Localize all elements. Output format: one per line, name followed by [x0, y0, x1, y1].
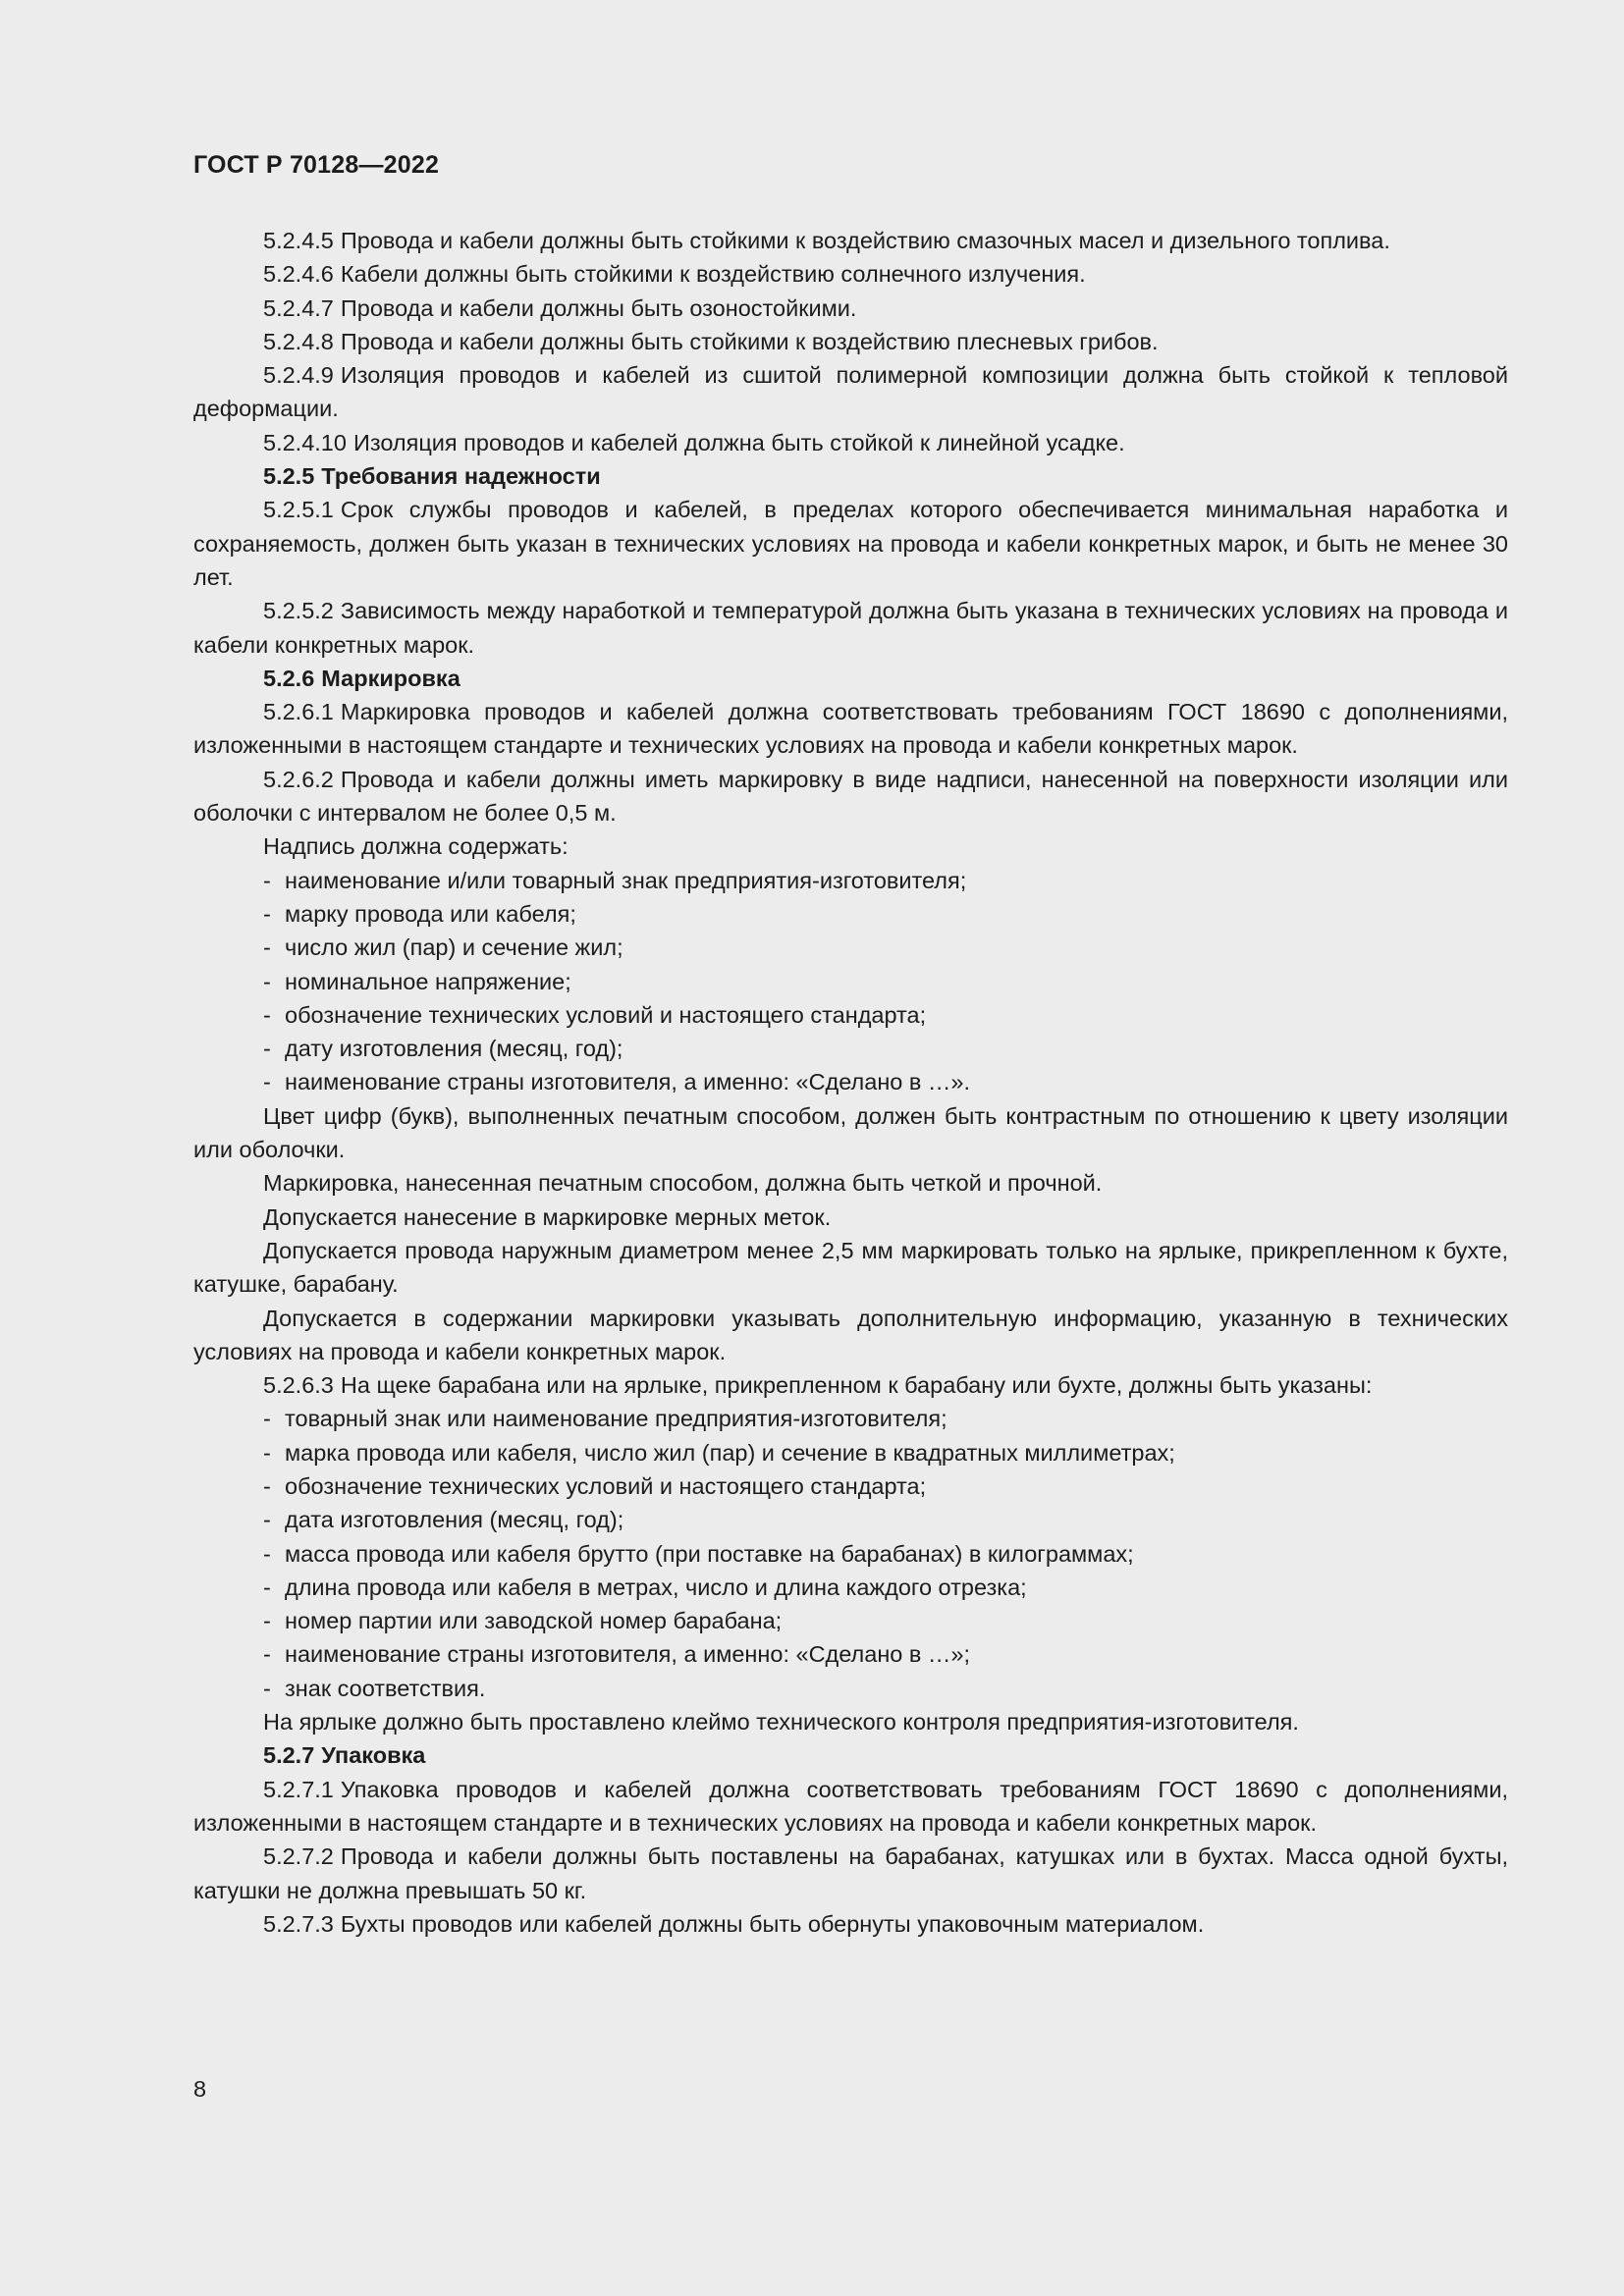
clause-5-2-6-2	[193, 763, 1508, 830]
clause-text: Изоляция проводов и кабелей из сшитой полимерной композиции должна быть стойкой к тепловой деформации.	[193, 362, 1508, 422]
clause-number: 5.2.4.9	[263, 362, 334, 389]
list-item-text: масса провода или кабеля брутто (при поставке на барабанах) в килограммах;	[285, 1540, 1134, 1567]
list-item	[193, 1469, 1508, 1503]
list-item	[193, 1604, 1508, 1637]
clause-5-2-7-1	[193, 1773, 1508, 1841]
list-item-text: номинальное напряжение;	[285, 968, 571, 994]
dash-bullet: -	[263, 1608, 271, 1634]
clause-5-2-5-1	[193, 493, 1508, 594]
clause-number: 5.2.7.3	[263, 1910, 334, 1937]
clause-5-2-4-8	[193, 325, 1508, 358]
dash-bullet: -	[263, 1406, 271, 1432]
list-item	[193, 1436, 1508, 1469]
section-number: 5.2.6	[263, 665, 315, 691]
document-body	[193, 224, 1508, 1941]
clause-text: Провода и кабели должны иметь маркировку в виде надписи, нанесенной на поверхности изоляции или оболочки с интервалом не более 0,5 м.	[193, 766, 1508, 827]
dash-bullet: -	[263, 1675, 271, 1701]
list-item	[193, 1637, 1508, 1671]
clause-number: 5.2.4.5	[263, 228, 334, 253]
list-item-text: длина провода или кабеля в метрах, число и длина каждого отрезка;	[285, 1574, 1027, 1600]
clause-number: 5.2.6.1	[263, 699, 334, 725]
list-item-text: товарный знак или наименование предприятия-изготовителя;	[285, 1406, 947, 1432]
document-header: ГОСТ Р 70128—2022	[193, 151, 440, 179]
section-title: Требования надежности	[321, 463, 601, 490]
section-title: Упаковка	[321, 1742, 426, 1769]
list-item	[193, 864, 1508, 897]
clause-number: 5.2.5.2	[263, 598, 334, 624]
list-item	[193, 1032, 1508, 1065]
clause-number: 5.2.5.1	[263, 497, 334, 523]
dash-bullet: -	[263, 1540, 271, 1567]
section-number: 5.2.7	[263, 1742, 315, 1769]
clause-number: 5.2.4.6	[263, 261, 334, 288]
clause-number: 5.2.4.8	[263, 328, 334, 354]
section-number: 5.2.5	[263, 463, 315, 490]
list-item	[193, 1402, 1508, 1435]
list-item-text: наименование и/или товарный знак предприятия-изготовителя;	[285, 867, 967, 893]
clause-text: Упаковка проводов и кабелей должна соответствовать требованиям ГОСТ 18690 с дополнениями, изложенными в настоящем стандарте и в технических условиях на провода и кабели конкретных марок.	[193, 1776, 1508, 1836]
dash-bullet: -	[263, 867, 271, 893]
section-heading-5-2-7	[193, 1738, 1508, 1772]
clause-text: На щеке барабана или на ярлыке, прикрепленном к барабану или бухте, должны быть указаны:	[340, 1372, 1373, 1399]
list-item-text: номер партии или заводской номер барабана;	[285, 1608, 783, 1634]
dash-bullet: -	[263, 968, 271, 994]
inscription-list	[193, 864, 1508, 1099]
clause-number: 5.2.7.1	[263, 1776, 334, 1802]
list-item	[193, 965, 1508, 998]
clause-text: Провода и кабели должны быть стойкими к воздействию плесневых грибов.	[340, 328, 1159, 354]
list-item	[193, 1537, 1508, 1571]
clause-5-2-6-3	[193, 1368, 1508, 1402]
clause-5-2-4-10	[193, 426, 1508, 459]
clause-text: Зависимость между наработкой и температурой должна быть указана в технических условиях на провода и кабели конкретных марок.	[193, 598, 1508, 658]
clause-number: 5.2.6.3	[263, 1372, 334, 1399]
paragraph-label: Допускается провода наружным диаметром менее 2,5 мм маркировать только на ярлыке, прикрепленном к бухте, катушке, барабану.	[193, 1237, 1508, 1298]
section-title: Маркировка	[321, 665, 460, 691]
list-item	[193, 1672, 1508, 1705]
clause-5-2-4-7	[193, 292, 1508, 325]
clause-text: Провода и кабели должны быть стойкими к воздействию смазочных масел и дизельного топлива.	[340, 228, 1390, 253]
dash-bullet: -	[263, 1069, 271, 1095]
paragraph-print: Маркировка, нанесенная печатным способом, должна быть четкой и прочной.	[263, 1170, 1103, 1197]
list-item	[193, 931, 1508, 964]
clause-5-2-4-6	[193, 257, 1508, 291]
clause-text: Провода и кабели должны быть поставлены на барабанах, катушках или в бухтах. Масса одной бухты, катушки не должна превышать 50 кг.	[193, 1843, 1508, 1903]
list-item-text: наименование страны изготовителя, а именно: «Сделано в …»;	[285, 1641, 971, 1668]
page-number: 8	[193, 2076, 207, 2102]
dash-bullet: -	[263, 1439, 271, 1466]
clause-number: 5.2.4.10	[263, 429, 347, 455]
list-item-text: наименование страны изготовителя, а именно: «Сделано в …».	[285, 1069, 971, 1095]
dash-bullet: -	[263, 1507, 271, 1533]
list-item	[193, 1065, 1508, 1098]
clause-number: 5.2.4.7	[263, 294, 334, 321]
list-item-text: марка провода или кабеля, число жил (пар) и сечение в квадратных миллиметрах;	[285, 1439, 1175, 1466]
list-item-text: марку провода или кабеля;	[285, 900, 576, 927]
clause-text: Кабели должны быть стойкими к воздействию солнечного излучения.	[340, 261, 1086, 288]
clause-5-2-7-3	[193, 1907, 1508, 1941]
list-item	[193, 1571, 1508, 1604]
drum-label-list	[193, 1402, 1508, 1705]
section-heading-5-2-6	[193, 662, 1508, 695]
list-item-text: обозначение технических условий и настоящего стандарта;	[285, 1472, 927, 1499]
list-item	[193, 1503, 1508, 1536]
dash-bullet: -	[263, 1574, 271, 1600]
section-heading-5-2-5	[193, 459, 1508, 493]
paragraph-color: Цвет цифр (букв), выполненных печатным способом, должен быть контрастным по отношению к цвету изоляции или оболочки.	[193, 1102, 1508, 1163]
list-item-text: обозначение технических условий и настоящего стандарта;	[285, 1001, 927, 1028]
clause-5-2-5-2	[193, 594, 1508, 662]
paragraph-metric: Допускается нанесение в маркировке мерных меток.	[263, 1203, 832, 1230]
clause-text: Провода и кабели должны быть озоностойкими.	[340, 294, 857, 321]
dash-bullet: -	[263, 1001, 271, 1028]
dash-bullet: -	[263, 1472, 271, 1499]
clause-text: Изоляция проводов и кабелей должна быть стойкой к линейной усадке.	[352, 429, 1125, 455]
clause-5-2-7-2	[193, 1840, 1508, 1907]
dash-bullet: -	[263, 1036, 271, 1062]
clause-5-2-4-9	[193, 358, 1508, 426]
list-item-text: знак соответствия.	[285, 1675, 486, 1701]
dash-bullet: -	[263, 934, 271, 961]
list-item-text: дату изготовления (месяц, год);	[285, 1036, 623, 1062]
list-item	[193, 998, 1508, 1032]
list-item	[193, 897, 1508, 931]
clause-text: Срок службы проводов и кабелей, в пределах которого обеспечивается минимальная наработка и сохраняемость, должен быть указан в технических условиях на провода и кабели конкретных марок, и быть не менее 30 лет.	[193, 497, 1508, 590]
paragraph-extra: Допускается в содержании маркировки указывать дополнительную информацию, указанную в технических условиях на провода и кабели конкретных марок.	[193, 1305, 1508, 1364]
paragraph-stamp: На ярлыке должно быть проставлено клеймо технического контроля предприятия-изготовителя.	[263, 1709, 1299, 1735]
clause-text: Бухты проводов или кабелей должны быть обернуты упаковочным материалом.	[340, 1910, 1205, 1937]
clause-5-2-6-1	[193, 695, 1508, 763]
list-item-text: дата изготовления (месяц, год);	[285, 1507, 624, 1533]
clause-number: 5.2.7.2	[263, 1843, 334, 1870]
paragraph-inscription: Надпись должна содержать:	[263, 833, 568, 860]
dash-bullet: -	[263, 900, 271, 927]
clause-number: 5.2.6.2	[263, 766, 334, 792]
list-item-text: число жил (пар) и сечение жил;	[285, 934, 623, 961]
dash-bullet: -	[263, 1641, 271, 1668]
clause-5-2-4-5	[193, 224, 1508, 257]
clause-text: Маркировка проводов и кабелей должна соответствовать требованиям ГОСТ 18690 с дополнениями, изложенными в настоящем стандарте и технических условиях на провода и кабели конкретных марок.	[193, 699, 1508, 759]
